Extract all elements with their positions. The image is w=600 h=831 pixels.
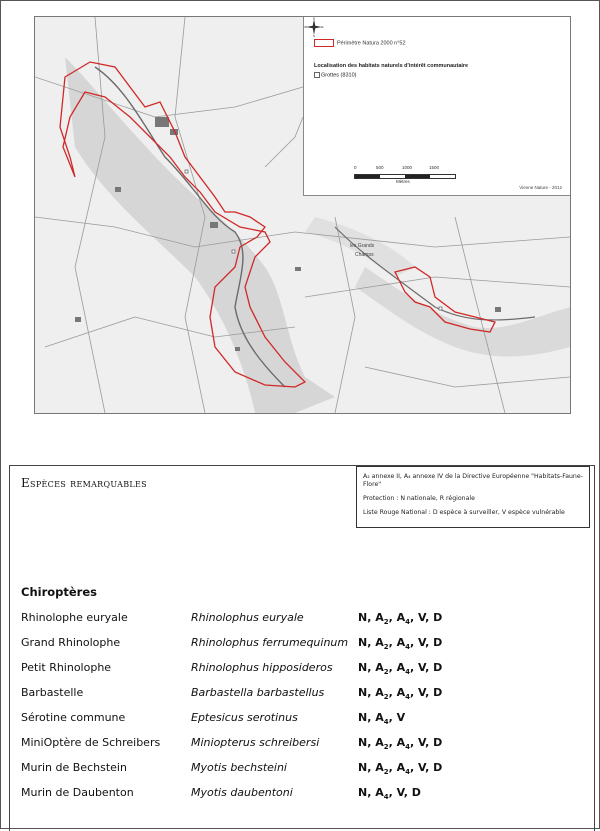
note-red-list: Liste Rouge National : D espèce à surveiller, V espèce vulnérable: [363, 509, 565, 516]
species-row: [21, 611, 591, 627]
scale-tick: 1500: [429, 165, 440, 170]
legend-notes: [356, 466, 590, 528]
scale-tick: 0: [354, 165, 357, 170]
species-latin-name: Eptesicus serotinus: [191, 711, 298, 724]
species-latin-name: Rhinolophus euryale: [191, 611, 304, 624]
species-common-name: Murin de Daubenton: [21, 786, 134, 799]
svg-text:E: E: [321, 25, 324, 29]
species-latin-name: Rhinolophus hipposideros: [191, 661, 333, 674]
svg-text:W: W: [304, 25, 308, 29]
species-common-name: Grand Rhinolophe: [21, 636, 121, 649]
scale-unit: Mètres: [396, 179, 410, 184]
legend-perimeter: Périmètre Natura 2000 n°52: [314, 39, 406, 47]
species-status: N, $A_2$, $A_4$, V, D: [358, 636, 443, 652]
species-latin-name: Rhinolophus ferrumequinum: [191, 636, 349, 649]
species-row: [21, 636, 591, 652]
species-status: N, $A_4$, V, D: [358, 786, 421, 802]
species-status: N, $A_2$, $A_4$, V, D: [358, 686, 443, 702]
svg-text:N: N: [312, 17, 316, 21]
svg-text:S: S: [312, 34, 316, 37]
species-row: [21, 736, 591, 752]
species-row: [21, 661, 591, 677]
species-status: N, $A_2$, $A_4$, V, D: [358, 611, 443, 627]
species-common-name: MiniOptère de Schreibers: [21, 736, 161, 749]
species-common-name: Murin de Bechstein: [21, 761, 127, 774]
scale-tick: 1000: [402, 165, 413, 170]
legend-title: Localisation des habitats naturels d'intérêt communautaire: [314, 63, 469, 69]
species-row: [21, 786, 591, 802]
place-label: les Grands: [350, 243, 375, 249]
species-common-name: Rhinolophe euryale: [21, 611, 128, 624]
scale-bar: [354, 165, 464, 185]
map-legend: [303, 17, 570, 196]
natura-map: [34, 16, 571, 414]
species-latin-name: Barbastella barbastellus: [191, 686, 325, 699]
perimeter-swatch: [314, 39, 334, 47]
species-row: [21, 686, 591, 702]
note-protection: Protection : N nationale, R régionale: [363, 495, 475, 502]
species-common-name: Petit Rhinolophe: [21, 661, 112, 674]
species-row: [21, 761, 591, 777]
species-status: N, $A_2$, $A_4$, V, D: [358, 661, 443, 677]
grottes-swatch: [314, 72, 320, 78]
species-common-name: Barbastelle: [21, 686, 84, 699]
section-title: Espèces remarquables: [21, 476, 147, 490]
species-common-name: Sérotine commune: [21, 711, 126, 724]
note-directive: A₂ annexe II, A₄ annexe IV de la Directive Européenne "Habitats-Faune-Flore": [363, 473, 583, 488]
species-status: N, $A_4$, V: [358, 711, 406, 727]
place-label: Champs: [355, 252, 374, 258]
species-row: [21, 711, 591, 727]
species-latin-name: Myotis daubentoni: [191, 786, 293, 799]
species-status: N, $A_2$, $A_4$, V, D: [358, 736, 443, 752]
species-latin-name: Myotis bechsteini: [191, 761, 287, 774]
species-latin-name: Miniopterus schreibersi: [191, 736, 320, 749]
species-status: N, $A_2$, $A_4$, V, D: [358, 761, 443, 777]
group-heading: Chiroptères: [21, 585, 97, 599]
scale-tick: 500: [376, 165, 384, 170]
map-credit: Vienne Nature - 2012: [519, 185, 562, 190]
legend-grottes: Grottes (8310): [314, 72, 356, 78]
species-section: [9, 465, 595, 831]
compass-icon: [304, 17, 324, 37]
